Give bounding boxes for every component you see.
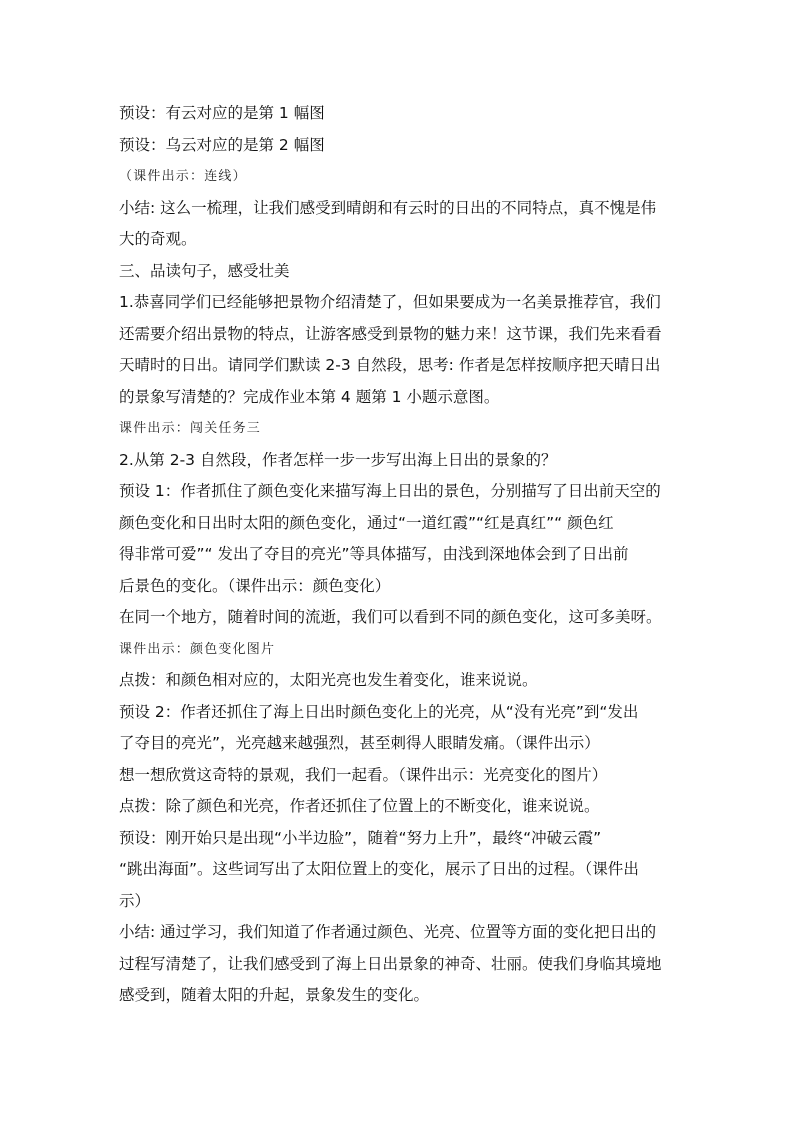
text-line: 感受到，随着太阳的升起，景象发生的变化。	[119, 986, 430, 1004]
courseware-note: 课件出示：颜色变化图片	[119, 641, 276, 657]
text-line: 预设：有云对应的是第 1 幅图	[119, 104, 325, 122]
text-line: 的景象写清楚的？完成作业本第 4 题第 1 小题示意图。	[119, 387, 500, 406]
text-line: 后景色的变化。（课件出示：颜色变化）	[119, 576, 391, 595]
text-line: 1.恭喜同学们已经能够把景物介绍清楚了，但如果要成为一名美景推荐官，我们	[119, 293, 661, 311]
text-line: 得非常可爱”“ 发出了夺目的亮光”等具体描写，由浅到深地体会到了日出前	[119, 545, 629, 563]
text-line: 预设 2：作者还抓住了海上日出时颜色变化上的光亮，从“没有光亮”到“发出	[119, 702, 639, 721]
text-line: 颜色变化和日出时太阳的颜色变化，通过“一道红霞”“红是真红”“ 颜色红	[119, 513, 614, 532]
courseware-note: 课件出示：闯关任务三	[119, 421, 262, 436]
text-line: 小结: 通过学习，我们知道了作者通过颜色、光亮、位置等方面的变化把日出的	[119, 923, 657, 941]
text-line: 还需要介绍出景物的特点，让游客感受到景物的魅力来！这节课，我们先来看看	[119, 324, 662, 343]
text-line: 预设：刚开始只是出现“小半边脸”，随着“努力上升”，最终“冲破云霞”	[119, 828, 602, 847]
text-line: 点拨：和颜色相对应的，太阳光亮也发生着变化，谁来说说。	[119, 671, 538, 689]
text-line: 预设：乌云对应的是第 2 幅图	[119, 135, 325, 154]
text-line: 想一想欣赏这奇特的景观，我们一起看。（课件出示：光亮变化的图片）	[119, 765, 608, 784]
text-line: “跳出海面”。这些词写出了太阳位置上的变化，展示了日出的过程。（课件出	[119, 860, 639, 878]
courseware-note: （课件出示：连线）	[119, 169, 247, 184]
text-line: 小结: 这么一梳理，让我们感受到晴朗和有云时的日出的不同特点，真不愧是伟	[119, 198, 657, 217]
document-body	[119, 98, 681, 1012]
text-line: 在同一个地方，随着时间的流逝，我们可以看到不同的颜色变化，这可多美呀。	[119, 608, 662, 626]
text-line: 点拨：除了颜色和光亮，作者还抓住了位置上的不断变化，谁来说说。	[119, 797, 600, 815]
section-heading: 三、品读句子，感受壮美	[119, 261, 290, 280]
text-line: 大的奇观。	[119, 230, 197, 248]
text-line: 示）	[119, 891, 151, 910]
text-line: 了夺目的亮光”，光亮越来越强烈，甚至刺得人眼睛发痛。（课件出示）	[119, 734, 600, 752]
text-line: 预设 1：作者抓住了颜色变化来描写海上日出的景色，分别描写了日出前天空的	[119, 482, 661, 500]
text-line: 天晴时的日出。请同学们默读 2-3 自然段，思考: 作者是怎样按顺序把天晴日出	[119, 356, 661, 374]
text-line: 2.从第 2-3 自然段，作者怎样一步一步写出海上日出的景象的？	[119, 450, 557, 469]
text-line: 过程写清楚了，让我们感受到了海上日出景象的神奇、壮丽。使我们身临其境地	[119, 954, 662, 973]
